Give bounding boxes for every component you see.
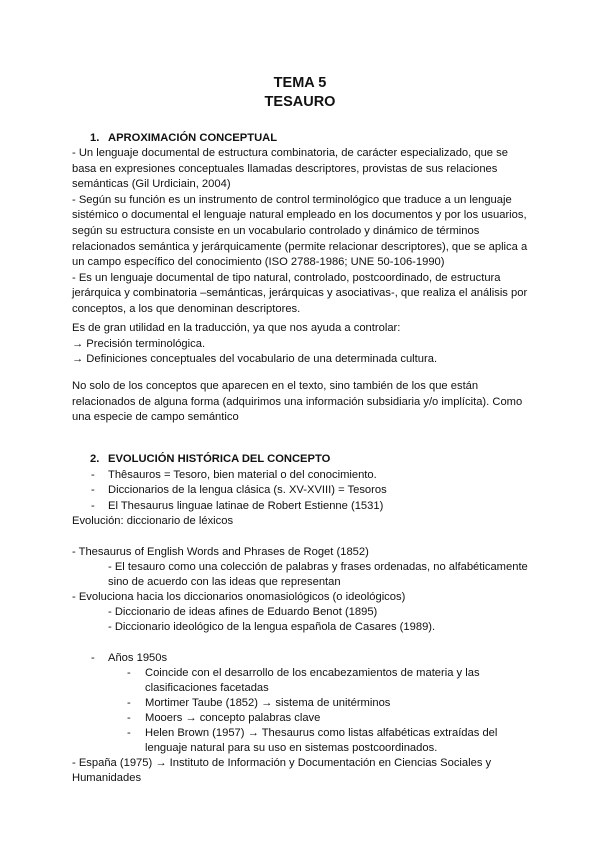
- text-line: - Un lenguaje documental de estructura combinatoria, de carácter especializado, que se: [72, 147, 508, 159]
- text-line: → Precisión terminológica.: [72, 337, 206, 350]
- list-item: Coincide con el desarrollo de los encabezamientos de materia y las: [145, 667, 480, 679]
- onom-sub-line: - Diccionario ideológico de la lengua española de Casares (1989).: [108, 621, 436, 633]
- document-subtitle: TESAURO: [264, 94, 336, 110]
- section-2-heading: [90, 452, 330, 468]
- bullet-dash: -: [127, 667, 131, 679]
- bullet-dash: -: [127, 697, 131, 709]
- roget-sub-line: sino de acuerdo con las ideas que representan: [108, 576, 341, 588]
- list-item: Diccionarios de la lengua clásica (s. XV-XVIII) = Tesoros: [108, 484, 387, 496]
- document-title: TEMA 5: [273, 75, 327, 91]
- bullet-dash: -: [91, 484, 95, 496]
- bullet-dash: -: [127, 727, 131, 739]
- section-2-title: EVOLUCIÓN HISTÓRICA DEL CONCEPTO: [108, 453, 331, 465]
- text-line: conceptos, a los que denominan descriptores.: [72, 302, 301, 315]
- list-item: Thêsauros = Tesoro, bien material o del conocimiento.: [108, 469, 377, 481]
- onom-line: - Evoluciona hacia los diccionarios onomasiológicos (o ideológicos): [72, 591, 406, 603]
- text-line: relacionados de alguna forma (adquirimos una información subsidiaria y/o implícita). Como: [72, 395, 523, 408]
- text-line: Es de gran utilidad en la traducción, ya que nos ayuda a controlar:: [72, 322, 401, 334]
- section-1-utility: [72, 321, 532, 368]
- list-item: Helen Brown (1957) → Thesaurus como listas alfabéticas extraídas del: [145, 727, 498, 739]
- evolution-label: Evolución: diccionario de léxicos: [72, 515, 234, 527]
- spain-line: - España (1975) → Instituto de Información y Documentación en Ciencias Sociales y: [72, 757, 492, 769]
- roget-line: - Thesaurus of English Words and Phrases de Roget (1852): [72, 546, 369, 558]
- text-line: relacionados semántica y jerárquicamente (permite relacionar descriptores), que se aplica a: [72, 240, 528, 253]
- bullet-dash: -: [127, 712, 131, 724]
- section-1-title: APROXIMACIÓN CONCEPTUAL: [108, 132, 278, 144]
- roget-sub-line: - El tesauro como una colección de palabras y frases ordenadas, no alfabéticamente: [108, 561, 528, 573]
- text-line: un campo específico del conocimiento (ISO 2788-1986; UNE 50-106-1990): [72, 256, 445, 269]
- text-line: jerárquica y combinatoria –semánticas, jerárquicas y asociativas-, que realiza el análisis por: [72, 287, 528, 300]
- text-line: sistémico o documental el lenguaje natural empleado en los documentos y por los usuarios,: [72, 209, 527, 222]
- text-line: - Es un lenguaje documental de tipo natural, controlado, postcoordinado, de estructura: [72, 271, 501, 284]
- section-1-definitions: [72, 146, 532, 318]
- onom-sub-line: - Diccionario de ideas afines de Eduardo Benot (1895): [108, 606, 378, 618]
- text-line: una especie de campo semántico: [72, 411, 239, 424]
- section-1-number: 1.: [90, 132, 100, 144]
- list-item-continued: clasificaciones facetadas: [145, 682, 269, 694]
- list-item: Mortimer Taube (1852) → sistema de unitérminos: [145, 697, 391, 709]
- list-item: El Thesaurus linguae latinae de Robert Estienne (1531): [108, 500, 384, 512]
- list-item-continued: lenguaje natural para su uso en sistemas postcoordinados.: [145, 742, 438, 754]
- section-1-extra: [72, 379, 532, 426]
- text-line: semánticas (Gil Urdiciain, 2004): [72, 178, 231, 191]
- spain-line-continued: Humanidades: [72, 772, 142, 784]
- bullet-dash: -: [91, 469, 95, 481]
- text-line: No solo de los conceptos que aparecen en el texto, sino también de los que están: [72, 380, 479, 392]
- section-1-heading: [90, 131, 277, 147]
- text-line: → Definiciones conceptuales del vocabulario de una determinada cultura.: [72, 353, 438, 366]
- bullet-dash: -: [91, 500, 95, 512]
- section-2-number: 2.: [90, 453, 100, 465]
- list-item: Mooers → concepto palabras clave: [145, 712, 321, 724]
- bullet-dash: -: [91, 652, 95, 664]
- text-line: - Según su función es un instrumento de control terminológico que traduce a un lenguaje: [72, 193, 512, 206]
- text-line: basa en expresiones conceptuales llamadas descriptores, provistas de sus relaciones: [72, 162, 498, 175]
- years-1950-label: Años 1950s: [108, 652, 168, 664]
- text-line: según su estructura consiste en un vocabulario controlado y dinámico de términos: [72, 224, 480, 237]
